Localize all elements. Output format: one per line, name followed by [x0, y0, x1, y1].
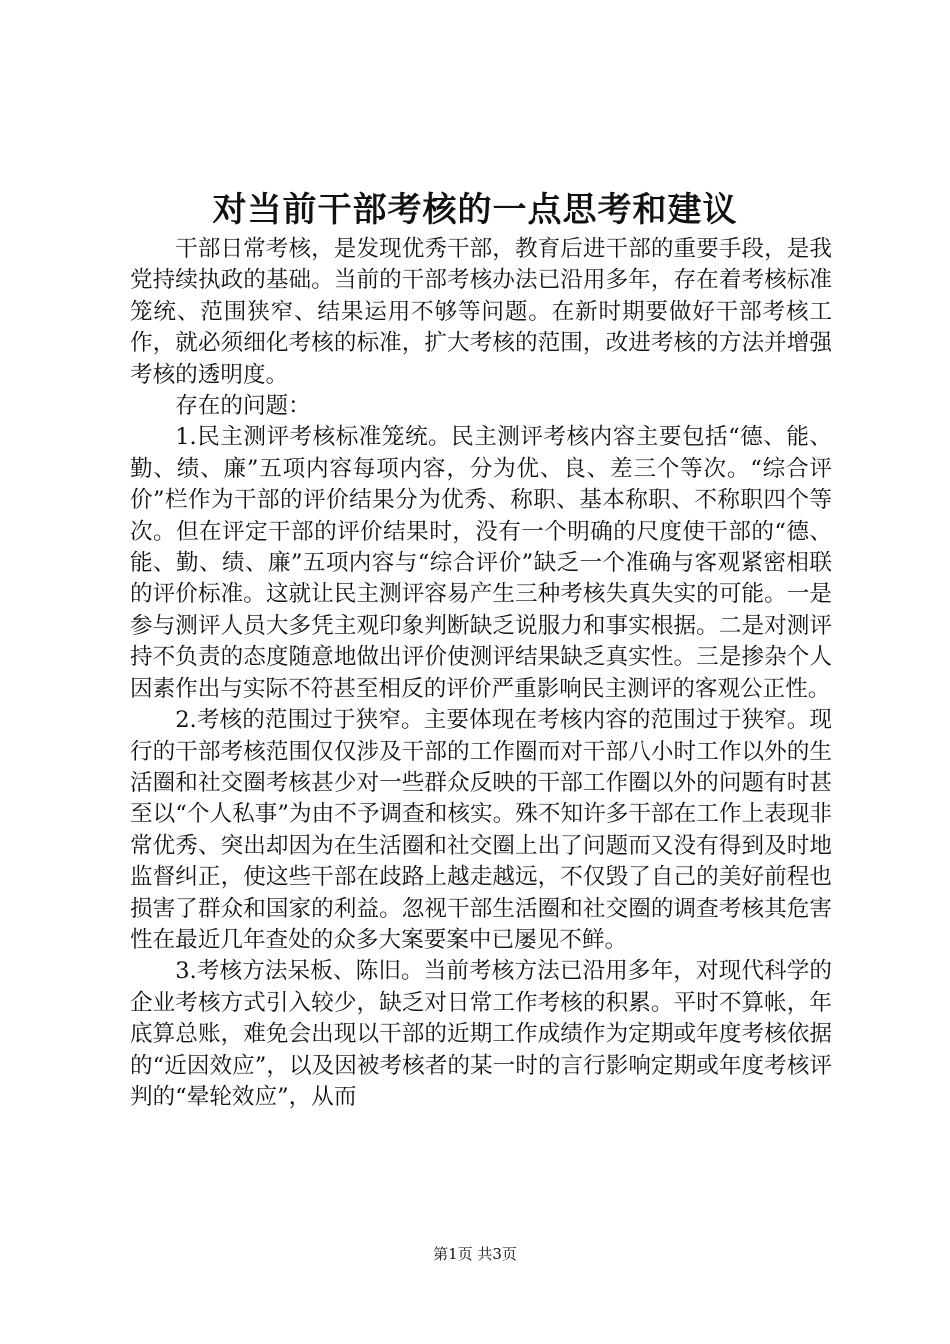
paragraph-problems-heading: 存在的问题：	[175, 393, 311, 420]
paragraph-problem-2: 2.考核的范围过于狭窄。主要体现在考核内容的范围过于狭窄。现行的干部考核范围仅仅涉及干部的工作圈而对干部八小时工作以外的生活圈和社交圈考核甚少对一些群众反映的干部工作圈以外的问题有时甚至以“个人私事”为由不予调查和核实。殊不知许多干部在工作上表现非常优秀、突出却因为在生活圈和社交圈上出了问题而又没有得到及时地监督纠正，使这些干部在歧路上越走越远，不仅毁了自己的美好前程也损害了群众和国家的利益。忽视干部生活圈和社交圈的调查考核其危害性在最近几年查处的众多大案要案中已屡见不鲜。	[130, 707, 832, 953]
paragraph-intro: 干部日常考核，是发现优秀干部，教育后进干部的重要手段，是我党持续执政的基础。当前的干部考核办法已沿用多年，存在着考核标准笼统、范围狭窄、结果运用不够等问题。在新时期要做好干部考核工作，就必须细化考核的标准，扩大考核的范围，改进考核的方法并增强考核的透明度。	[130, 236, 832, 388]
page-footer: 第1页 共3页	[433, 1245, 517, 1263]
document-title: 对当前干部考核的一点思考和建议	[212, 190, 738, 230]
paragraph-problem-1: 1.民主测评考核标准笼统。民主测评考核内容主要包括“德、能、勤、绩、廉”五项内容每项内容，分为优、良、差三个等次。“综合评价”栏作为干部的评价结果分为优秀、称职、基本称职、不称职四个等次。但在评定干部的评价结果时，没有一个明确的尺度使干部的“德、能、勤、绩、廉”五项内容与“综合评价”缺乏一个准确与客观紧密相联的评价标准。这就让民主测评容易产生三种考核失真失实的可能。一是参与测评人员大多凭主观印象判断缺乏说服力和事实根据。二是对测评持不负责的态度随意地做出评价使测评结果缺乏真实性。三是掺杂个人因素作出与实际不符甚至相反的评价严重影响民主测评的客观公正性。	[130, 424, 832, 702]
document-body	[130, 234, 832, 1113]
paragraph-problem-3: 3.考核方法呆板、陈旧。当前考核方法已沿用多年，对现代科学的企业考核方式引入较少，缺乏对日常工作考核的积累。平时不算帐，年底算总账，难免会出现以干部的近期工作成绩作为定期或年度考核依据的“近因效应”，以及因被考核者的某一时的言行影响定期或年度考核评判的“晕轮效应”，从而	[130, 958, 832, 1110]
